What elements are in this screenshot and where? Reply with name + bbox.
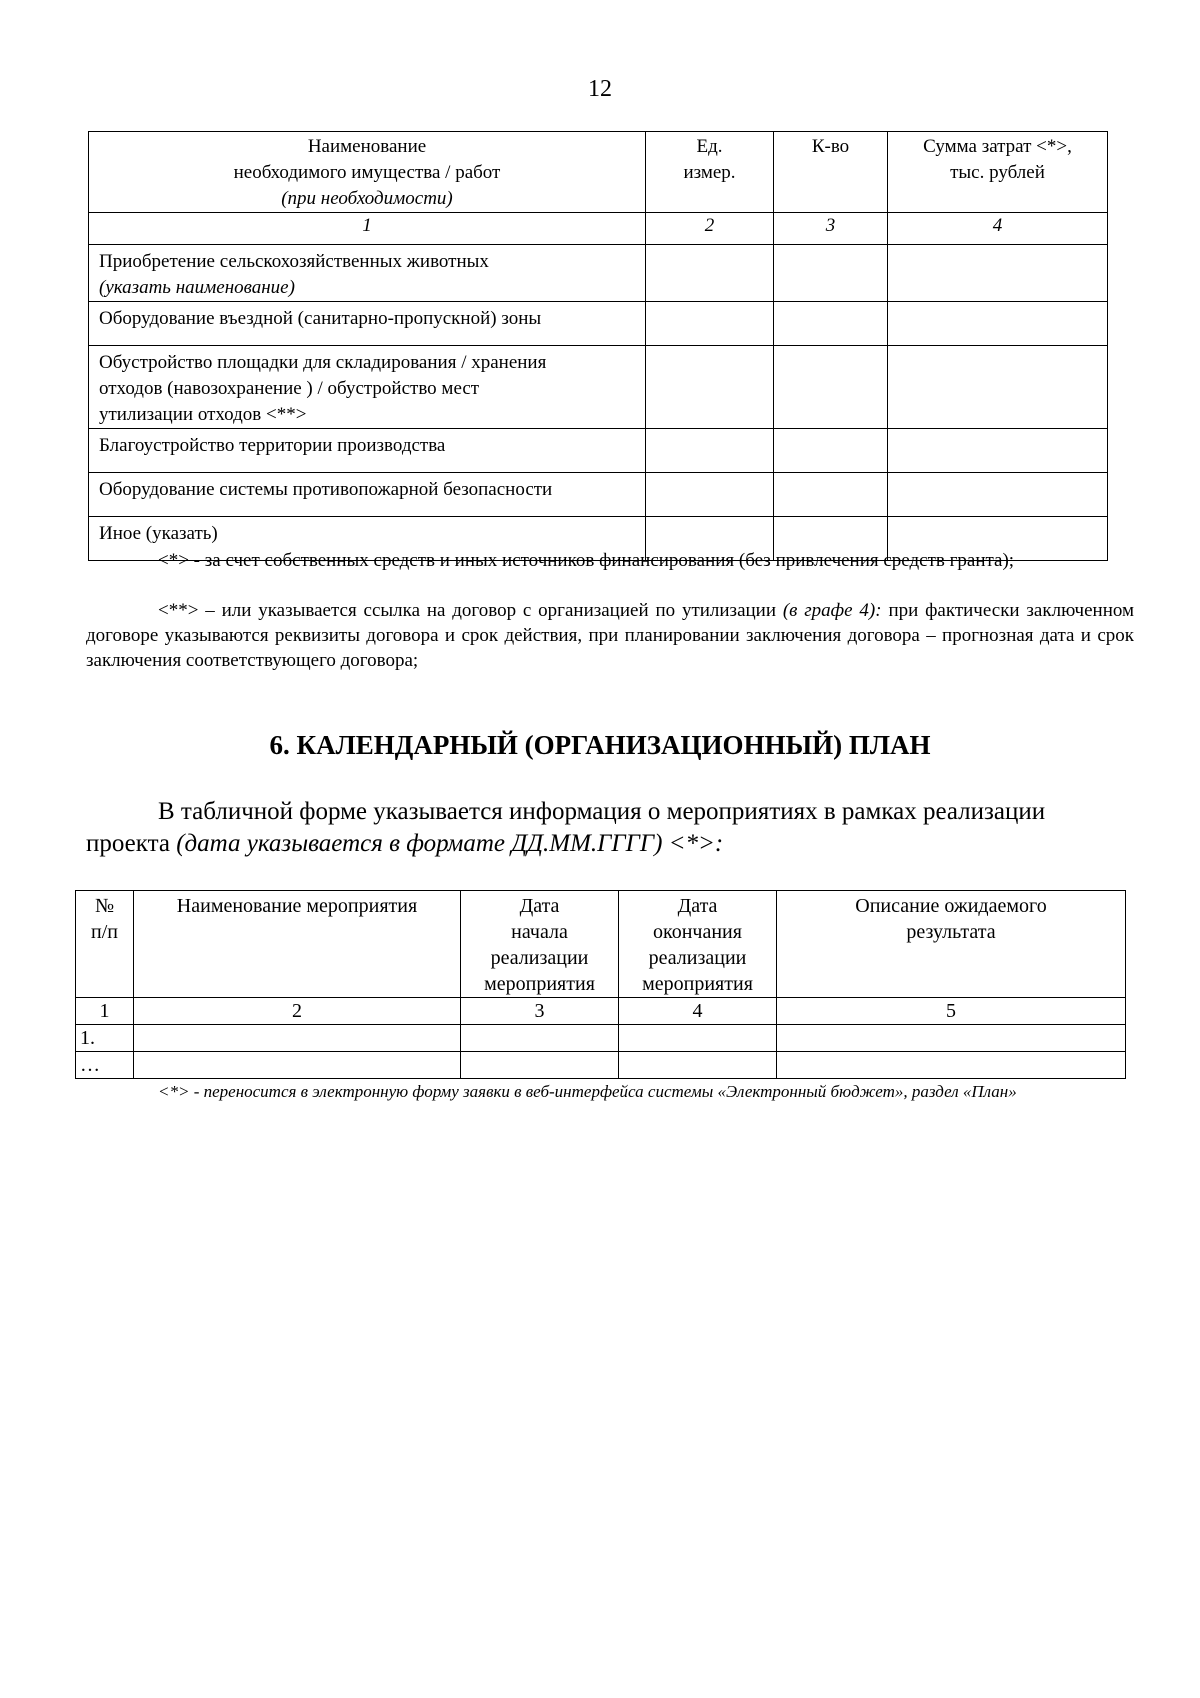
table-row — [89, 473, 1108, 517]
col-num: 5 — [777, 998, 1126, 1025]
header-unit-cell: Ед. измер. — [646, 132, 774, 213]
column-number-row — [89, 213, 1108, 245]
row-number: … — [76, 1052, 134, 1079]
table-row — [76, 1052, 1126, 1079]
col-num: 3 — [461, 998, 619, 1025]
header-sum-cell: Сумма затрат <*>, тыс. рублей — [888, 132, 1108, 213]
footnote-2: <**> – или указывается ссылка на договор с организацией по утилизации (в графе 4): при фактически заключенном договоре указываются реквизиты договора и срок действия, при планировании заключения договора – прогнозная дата и срок заключения соответствующего договора; — [86, 600, 1135, 671]
cell[interactable] — [619, 1052, 777, 1079]
header-name-cell: Наименование мероприятия — [134, 891, 461, 998]
table-row — [76, 1025, 1126, 1052]
col-num: 1 — [76, 998, 134, 1025]
cell[interactable] — [777, 1052, 1126, 1079]
row-number: 1. — [76, 1025, 134, 1052]
cell[interactable] — [774, 429, 888, 473]
footnote-1: <*> - за счет собственных средств и иных источников финансирования (без привлечения средств гранта); — [158, 550, 1015, 571]
table-row — [89, 302, 1108, 346]
cell[interactable] — [777, 1025, 1126, 1052]
header-no-cell: № п/п — [76, 891, 134, 998]
cell[interactable] — [461, 1025, 619, 1052]
row-name: Иное (указать) — [89, 517, 646, 561]
col-num: 2 — [134, 998, 461, 1025]
row-name: Благоустройство территории производства — [89, 429, 646, 473]
header-end-cell: Дата окончания реализации мероприятия — [619, 891, 777, 998]
cell[interactable] — [646, 473, 774, 517]
cell[interactable] — [646, 302, 774, 346]
header-desc-cell: Описание ожидаемого результата — [777, 891, 1126, 998]
cell[interactable] — [646, 429, 774, 473]
header-qty-cell: К-во — [774, 132, 888, 213]
cell[interactable] — [774, 302, 888, 346]
col-num: 1 — [89, 213, 646, 245]
table-row — [89, 245, 1108, 302]
calendar-plan-table — [75, 890, 1126, 1079]
page-number: 12 — [588, 76, 612, 102]
col-num: 4 — [888, 213, 1108, 245]
col-num: 3 — [774, 213, 888, 245]
row-name: Обустройство площадки для складирования / хранения отходов (навозохранение ) / обустройство мест утилизации отходов <**> — [89, 346, 646, 429]
cell[interactable] — [888, 346, 1108, 429]
cell[interactable] — [774, 473, 888, 517]
expenses-table — [88, 131, 1108, 561]
column-number-row — [76, 998, 1126, 1025]
header-start-cell: Дата начала реализации мероприятия — [461, 891, 619, 998]
table-row — [89, 429, 1108, 473]
header-name-cell: Наименование необходимого имущества / работ (при необходимости) — [89, 132, 646, 213]
section-title: 6. КАЛЕНДАРНЫЙ (ОРГАНИЗАЦИОННЫЙ) ПЛАН — [269, 730, 931, 760]
row-name: Оборудование въездной (санитарно-пропускной) зоны — [89, 302, 646, 346]
cell[interactable] — [774, 245, 888, 302]
cell[interactable] — [888, 429, 1108, 473]
cell[interactable] — [461, 1052, 619, 1079]
cell[interactable] — [646, 346, 774, 429]
section-intro: В табличной форме указывается информация о мероприятиях в рамках реализации проекта (дата указывается в формате ДД.ММ.ГГГГ) <*>: — [86, 798, 1046, 857]
row-name: Оборудование системы противопожарной безопасности — [89, 473, 646, 517]
cell[interactable] — [774, 346, 888, 429]
row-name: Приобретение сельскохозяйственных животных (указать наименование) — [89, 245, 646, 302]
table-header-row — [76, 891, 1126, 998]
footnote-plan: <*> - переносится в электронную форму заявки в веб-интерфейса системы «Электронный бюджет», раздел «План» — [158, 1082, 1017, 1101]
table-header-row — [89, 132, 1108, 213]
table-row — [89, 346, 1108, 429]
col-num: 4 — [619, 998, 777, 1025]
cell[interactable] — [134, 1025, 461, 1052]
cell[interactable] — [888, 245, 1108, 302]
cell[interactable] — [646, 245, 774, 302]
cell[interactable] — [888, 473, 1108, 517]
col-num: 2 — [646, 213, 774, 245]
cell[interactable] — [134, 1052, 461, 1079]
cell[interactable] — [619, 1025, 777, 1052]
cell[interactable] — [888, 302, 1108, 346]
